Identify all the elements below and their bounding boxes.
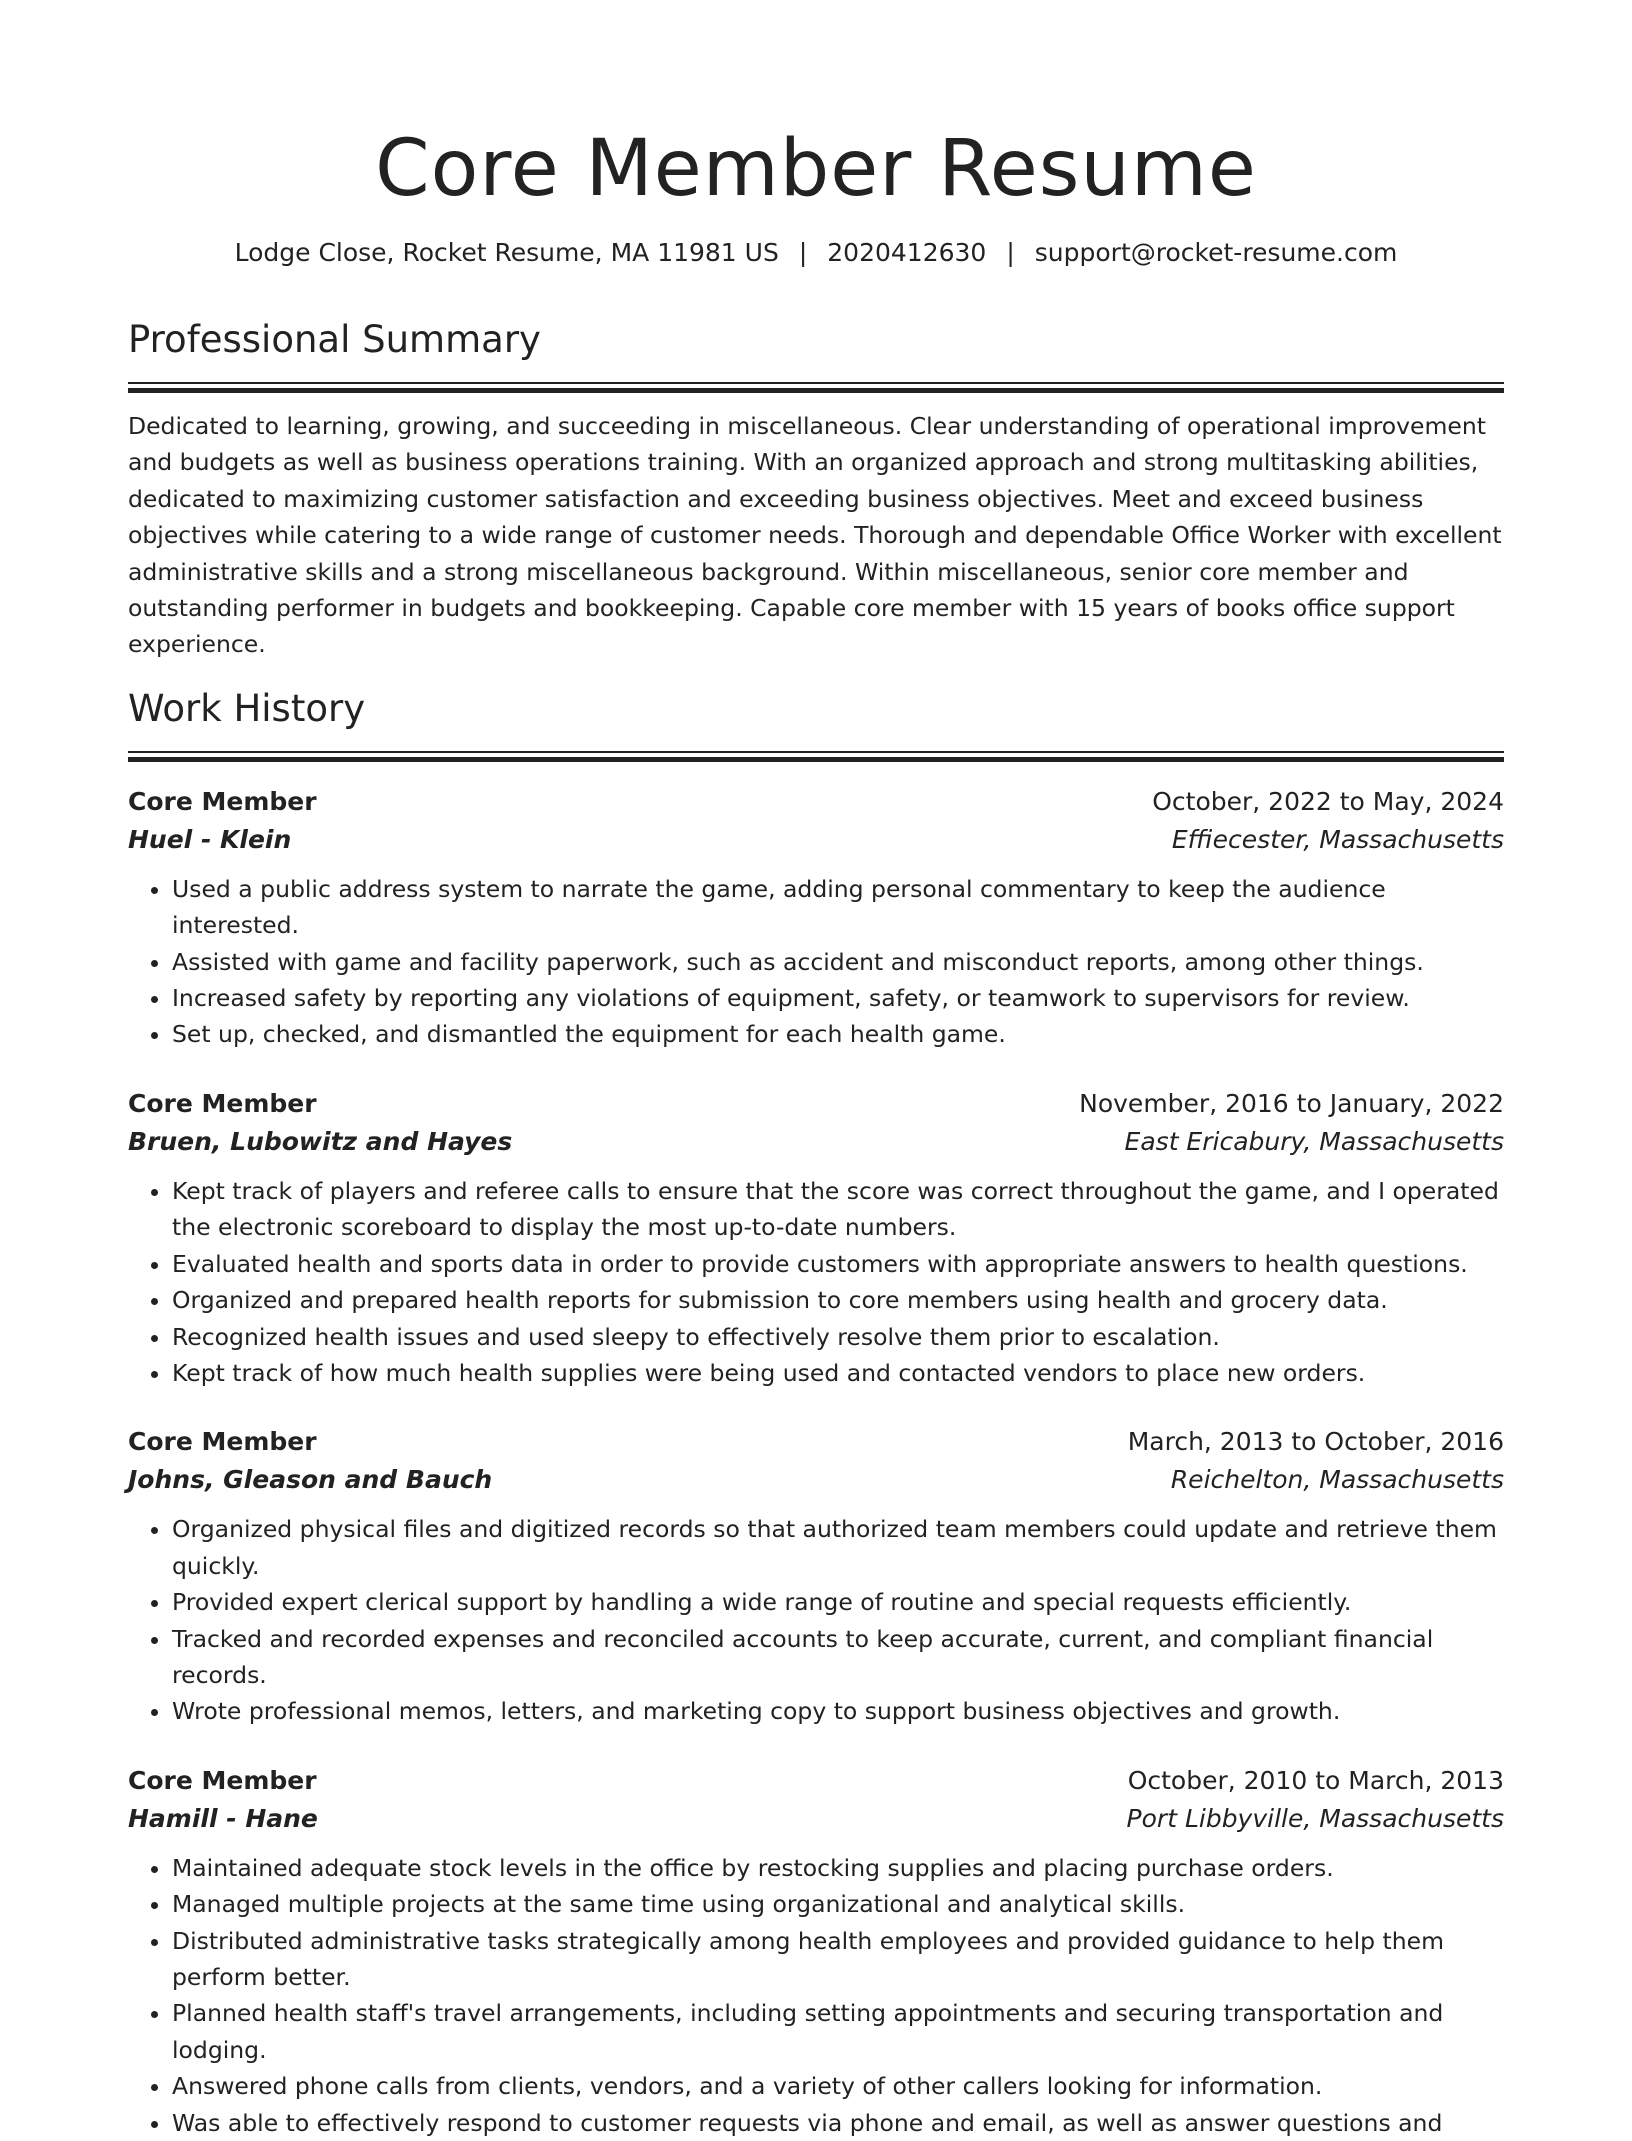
job-entry xyxy=(128,1762,1504,2141)
job-subheader-row xyxy=(128,1123,1504,1161)
contact-phone: 2020412630 xyxy=(827,238,987,267)
job-subheader-row xyxy=(128,821,1504,859)
summary-title: Professional Summary xyxy=(128,318,541,361)
job-subheader-row xyxy=(128,1461,1504,1499)
job-entry xyxy=(128,1085,1504,1391)
summary-section xyxy=(128,316,1504,663)
contact-separator: | xyxy=(1006,238,1015,267)
job-header-row xyxy=(128,1423,1504,1461)
job-bullet: • Was able to effectively respond to customer requests via phone and email, as well as answer questions and xyxy=(172,2105,1504,2141)
job-bullet: • Planned health staff's travel arrangements, including setting appointments and securing transportation and lodging. xyxy=(172,1995,1504,2068)
job-bullet: • Organized physical files and digitized records so that authorized team members could update and retrieve them quickly. xyxy=(172,1511,1504,1584)
resume-name: Core Member Resume xyxy=(375,124,1257,214)
job-location: Effiecester, Massachusetts xyxy=(1171,824,1504,854)
job-dates: October, 2010 to March, 2013 xyxy=(1127,1765,1504,1795)
contact-line xyxy=(128,236,1504,270)
job-bullet: • Kept track of players and referee calls to ensure that the score was correct throughout the game, and I operated the electronic scoreboard to display the most up-to-date numbers. xyxy=(172,1173,1504,1246)
job-entry xyxy=(128,783,1504,1053)
work-history-title: Work History xyxy=(128,686,366,730)
section-divider xyxy=(128,382,1504,394)
job-dates: October, 2022 to May, 2024 xyxy=(1152,786,1504,816)
job-dates: March, 2013 to October, 2016 xyxy=(1127,1427,1504,1457)
job-bullet: • Recognized health issues and used sleepy to effectively resolve them prior to escalation. xyxy=(172,1319,1504,1355)
job-location: East Ericabury, Massachusetts xyxy=(1124,1126,1504,1156)
resume-header xyxy=(128,122,1504,270)
job-title: Core Member xyxy=(128,1427,317,1457)
job-bullet: • Answered phone calls from clients, vendors, and a variety of other callers looking for information. xyxy=(172,2068,1504,2104)
job-bullet: • Managed multiple projects at the same time using organizational and analytical skills. xyxy=(172,1886,1504,1922)
job-location: Reichelton, Massachusetts xyxy=(1170,1465,1504,1495)
job-bullet: • Assisted with game and facility paperwork, such as accident and misconduct reports, among other things. xyxy=(172,944,1504,980)
job-location: Port Libbyville, Massachusetts xyxy=(1126,1803,1504,1833)
job-title: Core Member xyxy=(128,786,317,816)
work-history-section xyxy=(128,685,1504,2141)
job-company: Huel - Klein xyxy=(128,824,292,854)
contact-email: support@rocket-resume.com xyxy=(1034,238,1398,267)
job-header-row xyxy=(128,1762,1504,1800)
job-header-row xyxy=(128,1085,1504,1123)
contact-address: Lodge Close, Rocket Resume, MA 11981 US xyxy=(234,238,779,267)
section-divider xyxy=(128,751,1504,763)
job-subheader-row xyxy=(128,1800,1504,1838)
job-bullet: • Organized and prepared health reports for submission to core members using health and grocery data. xyxy=(172,1282,1504,1318)
job-company: Johns, Gleason and Bauch xyxy=(128,1465,493,1495)
job-dates: November, 2016 to January, 2022 xyxy=(1079,1088,1504,1118)
contact-separator: | xyxy=(798,238,808,267)
job-bullet: • Maintained adequate stock levels in the office by restocking supplies and placing purchase orders. xyxy=(172,1850,1504,1886)
job-title: Core Member xyxy=(128,1765,317,1795)
job-bullet: • Wrote professional memos, letters, and marketing copy to support business objectives and growth. xyxy=(172,1693,1504,1729)
job-company: Hamill - Hane xyxy=(128,1803,318,1833)
job-bullets xyxy=(128,1511,1504,1729)
job-bullet: • Used a public address system to narrate the game, adding personal commentary to keep the audience interested. xyxy=(172,871,1504,944)
job-bullet: • Increased safety by reporting any violations of equipment, safety, or teamwork to supervisors for review. xyxy=(172,980,1504,1016)
job-company: Bruen, Lubowitz and Hayes xyxy=(128,1126,513,1156)
job-bullet: • Distributed administrative tasks strategically among health employees and provided guidance to help them perform better. xyxy=(172,1923,1504,1996)
job-entry xyxy=(128,1423,1504,1729)
job-header-row xyxy=(128,783,1504,821)
job-bullet: • Set up, checked, and dismantled the equipment for each health game. xyxy=(172,1016,1504,1052)
summary-text: Dedicated to learning, growing, and succeeding in miscellaneous. Clear understanding of operational improvement and budgets as well as business operations training. With an organized approach and strong multitasking abilities, dedicated to maximizing customer satisfaction and exceeding business objectives. Meet and exceed business objectives while catering to a wide range of customer needs. Thorough and dependable Office Worker with excellent administrative skills and a strong miscellaneous background. Within miscellaneous, senior core member and outstanding performer in budgets and bookkeeping. Capable core member with 15 years of books office support experience. xyxy=(128,412,1502,659)
job-bullet: • Kept track of how much health supplies were being used and contacted vendors to place new orders. xyxy=(172,1355,1504,1391)
job-title: Core Member xyxy=(128,1088,317,1118)
job-bullets xyxy=(128,1173,1504,1391)
job-bullets xyxy=(128,1850,1504,2141)
resume-page xyxy=(128,0,1504,2141)
job-bullet: • Tracked and recorded expenses and reconciled accounts to keep accurate, current, and compliant financial records. xyxy=(172,1621,1504,1694)
job-bullets xyxy=(128,871,1504,1053)
job-bullet: • Evaluated health and sports data in order to provide customers with appropriate answers to health questions. xyxy=(172,1246,1504,1282)
job-bullet: • Provided expert clerical support by handling a wide range of routine and special requests efficiently. xyxy=(172,1584,1504,1620)
